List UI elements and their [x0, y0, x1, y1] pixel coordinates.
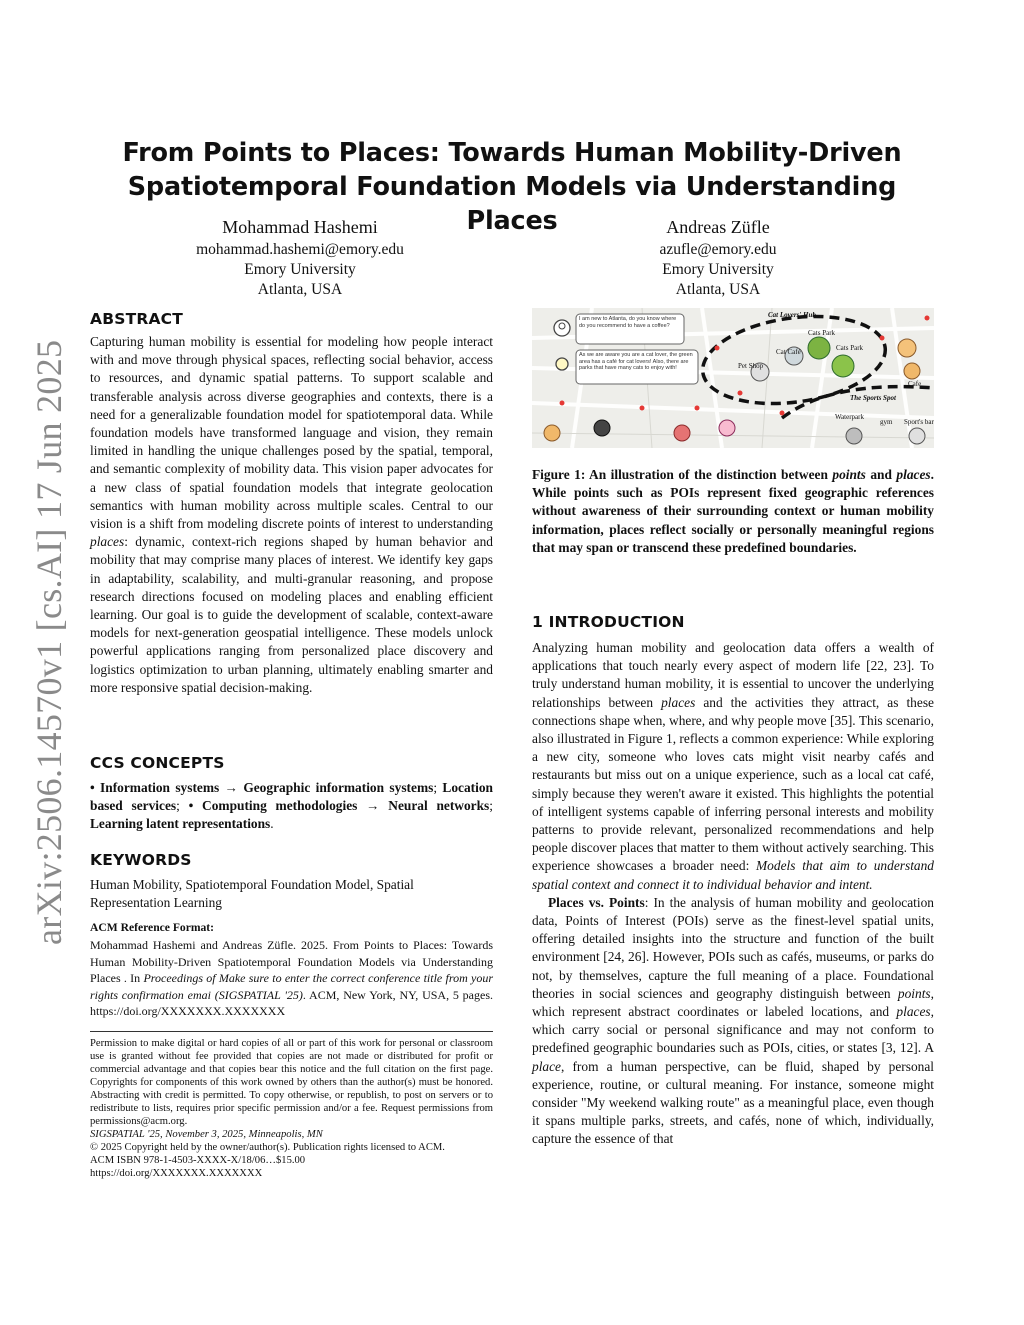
intro-p1-em2: Models that aim to understand spatial context and connect it to individual behavior and intent.: [532, 858, 934, 892]
caption-part-c: . While points such as POIs represent fixed geographic references without awareness of their surrounding context or human mobility information, places reflect socially or personally meaningful regions that may span or transcend these predefined boundaries.: [532, 467, 934, 555]
intro-p2-bold: Places vs. Points: [548, 894, 645, 910]
intro-p1-em: places: [661, 694, 696, 710]
ccs-term: • Computing methodologies → Neural networks: [188, 798, 490, 814]
ccs-concepts: [90, 779, 493, 834]
intro-p2-em2: places: [896, 1004, 931, 1020]
author-block-1: [150, 214, 450, 300]
caption-places: places: [896, 467, 931, 482]
label-cat-lovers-hub: Cat Lovers' Hub: [768, 311, 816, 319]
intro-p2-c: , which carry social or personal significance and may not conform to predefined geographic boundaries such as POIs, cities, or states [3, 12]. A: [532, 1004, 934, 1056]
label-pet-shop: Pet Shop: [738, 362, 764, 370]
author-name: Mohammad Hashemi: [222, 217, 378, 237]
introduction-body: [532, 639, 934, 1149]
intro-paragraph-1: [532, 639, 934, 894]
abstract-text: [90, 333, 493, 697]
permission-notice: [90, 1037, 493, 1180]
abstract-emphasis: places: [90, 534, 125, 550]
ccs-term: • Information systems → Geographic information systems: [90, 780, 434, 795]
label-cats-park-2: Cats Park: [836, 344, 864, 352]
footnote-rule: [90, 1031, 493, 1032]
caption-part-a: Figure 1: An illustration of the distinction between: [532, 467, 833, 482]
label-waterpark: Waterpark: [835, 413, 864, 421]
intro-p2-em1: points: [897, 985, 931, 1001]
ccs-sep: ;: [489, 798, 493, 814]
intro-p2-a: : In the analysis of human mobility and geolocation data, Points of Interest (POIs) serve as the finest-level spatial units, offering detailed insights into the structure and function of the built environment [24, 26]. However, POIs such as cafés, museums, or parks do not, by themselves, capture the full meaning of a place. Foundational theories in social sciences and geography distinguish between: [532, 894, 934, 1001]
caption-points: points: [832, 467, 866, 482]
permission-text: Permission to make digital or hard copies of all or part of this work for personal or classroom use is granted without fee provided that copies are not made or distributed for profit or commercial advantage and that copies bear this notice and the full citation on the first page. Copyrights for components of this work owned by others than the author(s) must be honored. Abstracting with credit is permitted. To copy otherwise, or republish, to post on servers or to redistribute to lists, requires prior specific permission and/or a fee. Request permissions from permissions@acm.org.: [90, 1038, 493, 1127]
ccs-sep: ;: [433, 780, 443, 795]
acm-ref-part-a: Mohammad Hashemi and Andreas Züfle. 2025. From Points to Places: Towards Human Mobility-Driven Spatiotemporal Foundation Models via Understanding Places . In: [90, 938, 493, 985]
acm-ref-proceedings: Proceedings of Make sure to enter the correct conference title from your rights confirmation emai (SIGSPATIAL '25): [90, 971, 494, 1002]
intro-p2-d: , from a human perspective, can be fluid, shaped by personal experience, routine, or cultural meaning. For instance, someone might consider "My weekend walking route" as a meaningful place, even though it spans multiple parks, streets, and cafés, none of which, individually, capture the essence of that: [532, 1058, 934, 1147]
author-location: Atlanta, USA: [257, 281, 343, 298]
introduction-heading: 1 INTRODUCTION: [532, 613, 685, 631]
author-name: Andreas Züfle: [666, 217, 770, 237]
intro-p2-b: , which represent abstract coordinates or labeled locations, and: [532, 985, 934, 1020]
ccs-sep: ;: [176, 798, 189, 814]
label-cat-cafe: Cat Café: [776, 348, 801, 356]
arxiv-identifier: arXiv:2506.14570v1 [cs.AI] 17 Jun 2025: [29, 339, 69, 945]
keywords-heading: KEYWORDS: [90, 851, 192, 869]
caption-part-b: and: [865, 467, 897, 482]
title-line-1: From Points to Places: Towards Human Mobility-Driven: [122, 138, 902, 168]
ccs-sep: .: [270, 816, 274, 832]
acm-reference-heading: ACM Reference Format:: [90, 921, 215, 934]
ccs-term: Location based services: [90, 780, 494, 814]
label-sports-spot: The Sports Spot: [850, 394, 896, 402]
label-cats-park-1: Cats Park: [808, 329, 836, 337]
doi-line[interactable]: https://doi.org/XXXXXXX.XXXXXXX: [90, 1168, 263, 1179]
venue-line: SIGSPATIAL '25, November 3, 2025, Minneapolis, MN: [90, 1129, 323, 1140]
ccs-heading: CCS CONCEPTS: [90, 754, 225, 772]
abstract-part-b: : dynamic, context-rich regions shaped by human behavior and mobility that may comprise many places of interest. We identify key gaps in adaptability, scalability, and multi-granular reasoning, and propose research directions focused on modeling places and enabling efficient learning. Our goal is to guide the development of scalable, context-aware models for next-generation geospatial intelligence. These models unlock powerful applications ranging from personalized place discovery and logistics optimization to urban planning, ultimately enabling smarter and more responsive spatial decision-making.: [90, 534, 493, 695]
intro-p2-em3: place: [532, 1058, 561, 1074]
intro-p1-a: Analyzing human mobility and geolocation data offers a wealth of applications that touch nearly every aspect of modern life [22, 23]. To truly understand human mobility, it is essential to uncover the underlying relationships between: [532, 640, 934, 710]
copyright-line: © 2025 Copyright held by the owner/author(s). Publication rights licensed to ACM.: [90, 1142, 445, 1153]
label-cafe: Cafe: [908, 380, 922, 388]
author-block-2: [568, 214, 868, 300]
figure-1-illustration: [532, 308, 934, 448]
abstract-part-a: Capturing human mobility is essential for modeling how people interact with and move through physical spaces, reflecting social behavior, access to resources, and dynamic spatial patterns. To support scalable and transferable analysis across diverse geographies and contexts, there is a need for a generalizable foundation model for spatiotemporal data. While foundation models have transformed language and vision, they remain limited in handling the unique challenges posed by the spatial, temporal, and semantic complexity of mobility data. This vision paper advocates for a new class of spatial foundation models that integrate geolocation semantics with human mobility across multiple scales. Central to our vision is a shift from modeling discrete points of interest to understanding: [90, 334, 493, 532]
keywords-text: Human Mobility, Spatiotemporal Foundation Model, Spatial Representation Learning: [90, 877, 414, 911]
abstract-heading: ABSTRACT: [90, 310, 184, 328]
acm-reference: [90, 937, 493, 1020]
figure-map: [532, 308, 934, 448]
author-location: Atlanta, USA: [675, 281, 761, 298]
author-affiliation: Emory University: [244, 261, 356, 278]
author-email[interactable]: mohammad.hashemi@emory.edu: [196, 241, 404, 258]
acm-ref-part-b: . ACM, New York, NY, USA, 5 pages. https://doi.org/XXXXXXX.XXXXXXX: [90, 987, 493, 1018]
intro-p1-b: and the activities they attract, as these connections shape when, where, and why people move [35]. This scenario, also illustrated in Figure 1, reflects a common experience: While exploring a new city, someone who loves cats might visit nearby cafés and restaurants but miss out on a unique experience, such as a local cat café, simply because they weren't aware it existed. This highlights the potential of intelligent systems capable of inferring personal interests and mobility patterns to provide relevant, personalized recommendations and help people discover places that matter to them without actively searching. This experience showcases a broader need:: [532, 694, 934, 874]
chat-assistant-message: As we are aware you are a cat lover, the green area has a café for cat lovers! Also, there are parks that have many cats to enjoy with!: [579, 352, 693, 371]
author-affiliation: Emory University: [662, 261, 774, 278]
chat-user-message: I am new to Atlanta, do you know where do you recommend to have a coffee?: [579, 316, 677, 329]
intro-paragraph-2: [532, 894, 934, 1149]
isbn-line: ACM ISBN 978-1-4503-XXXX-X/18/06…$15.00: [90, 1155, 306, 1166]
label-gym: gym: [880, 418, 893, 426]
title-line-2: Spatiotemporal Foundation Models via Understanding Places: [127, 172, 897, 236]
label-sports-bar: Sport's bar: [904, 418, 934, 426]
ccs-term: Learning latent representations: [90, 816, 271, 832]
figure-1-caption: [532, 466, 934, 557]
author-email[interactable]: azufle@emory.edu: [659, 241, 777, 258]
